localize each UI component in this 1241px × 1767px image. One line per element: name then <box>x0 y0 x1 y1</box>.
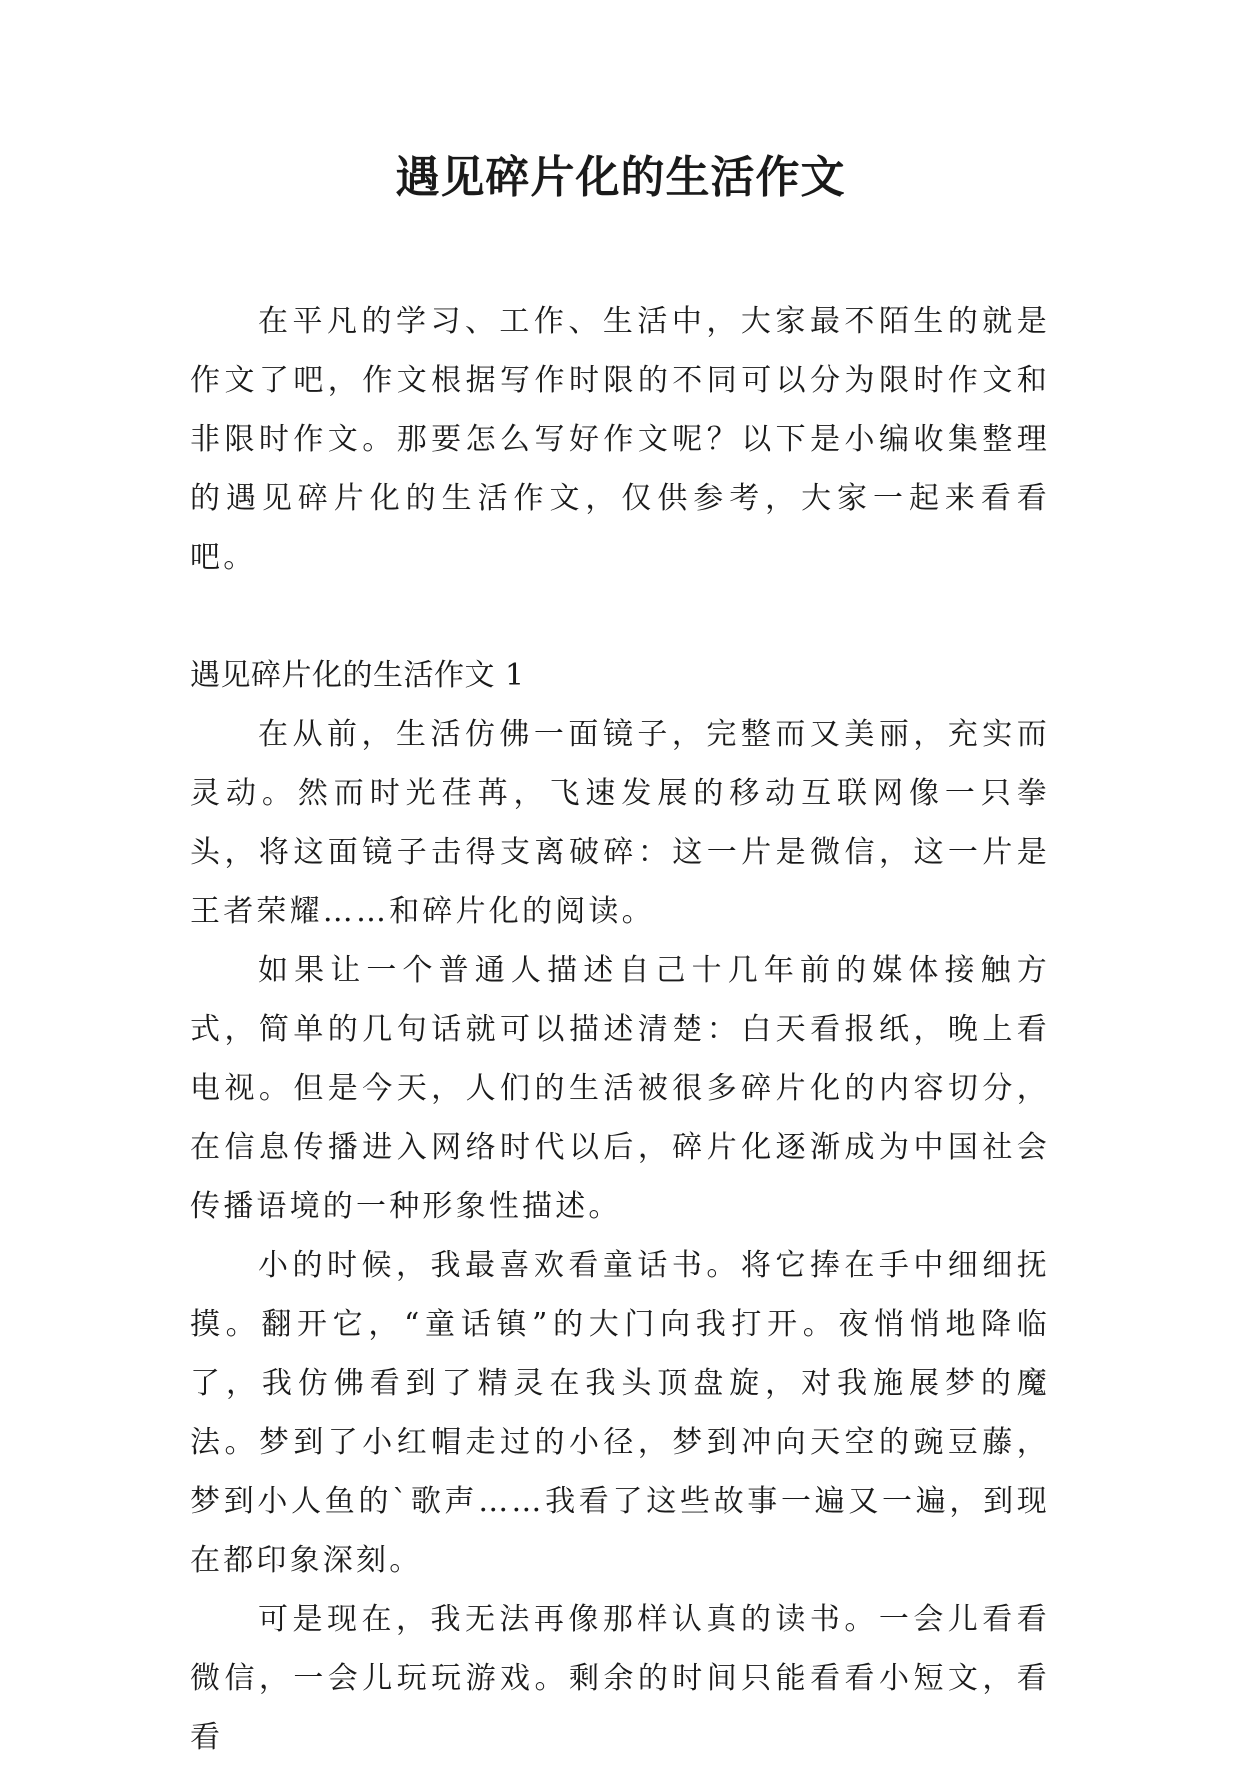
document-body <box>190 292 1050 1767</box>
section-heading: 遇见碎片化的生活作文 1 <box>190 658 525 693</box>
body-paragraph-3: 小的时候，我最喜欢看童话书。将它捧在手中细细抚摸。翻开它，“童话镇”的大门向我打开。夜悄悄地降临了，我仿佛看到了精灵在我头顶盘旋，对我施展梦的魔法。梦到了小红帽走过的小径，梦到冲向天空的豌豆藤，梦到小人鱼的`歌声……我看了这些故事一遍又一遍，到现在都印象深刻。 <box>190 1248 1050 1578</box>
body-paragraph-1: 在从前，生活仿佛一面镜子，完整而又美丽，充实而灵动。然而时光荏苒，飞速发展的移动互联网像一只拳头，将这面镜子击得支离破碎：这一片是微信，这一片是王者荣耀……和碎片化的阅读。 <box>190 717 1050 929</box>
intro-paragraph: 在平凡的学习、工作、生活中，大家最不陌生的就是作文了吧，作文根据写作时限的不同可以分为限时作文和非限时作文。那要怎么写好作文呢？以下是小编收集整理的遇见碎片化的生活作文，仅供参考，大家一起来看看吧。 <box>190 304 1050 575</box>
body-paragraph-4: 可是现在，我无法再像那样认真的读书。一会儿看看微信，一会儿玩玩游戏。剩余的时间只能看看小短文，看看 <box>190 1602 1050 1755</box>
paragraph-gap <box>190 587 1050 646</box>
body-paragraph-2: 如果让一个普通人描述自己十几年前的媒体接触方式，简单的几句话就可以描述清楚：白天看报纸，晚上看电视。但是今天，人们的生活被很多碎片化的内容切分，在信息传播进入网络时代以后，碎片化逐渐成为中国社会传播语境的一种形象性描述。 <box>190 953 1050 1224</box>
document-title: 遇见碎片化的生活作文 <box>395 152 846 203</box>
